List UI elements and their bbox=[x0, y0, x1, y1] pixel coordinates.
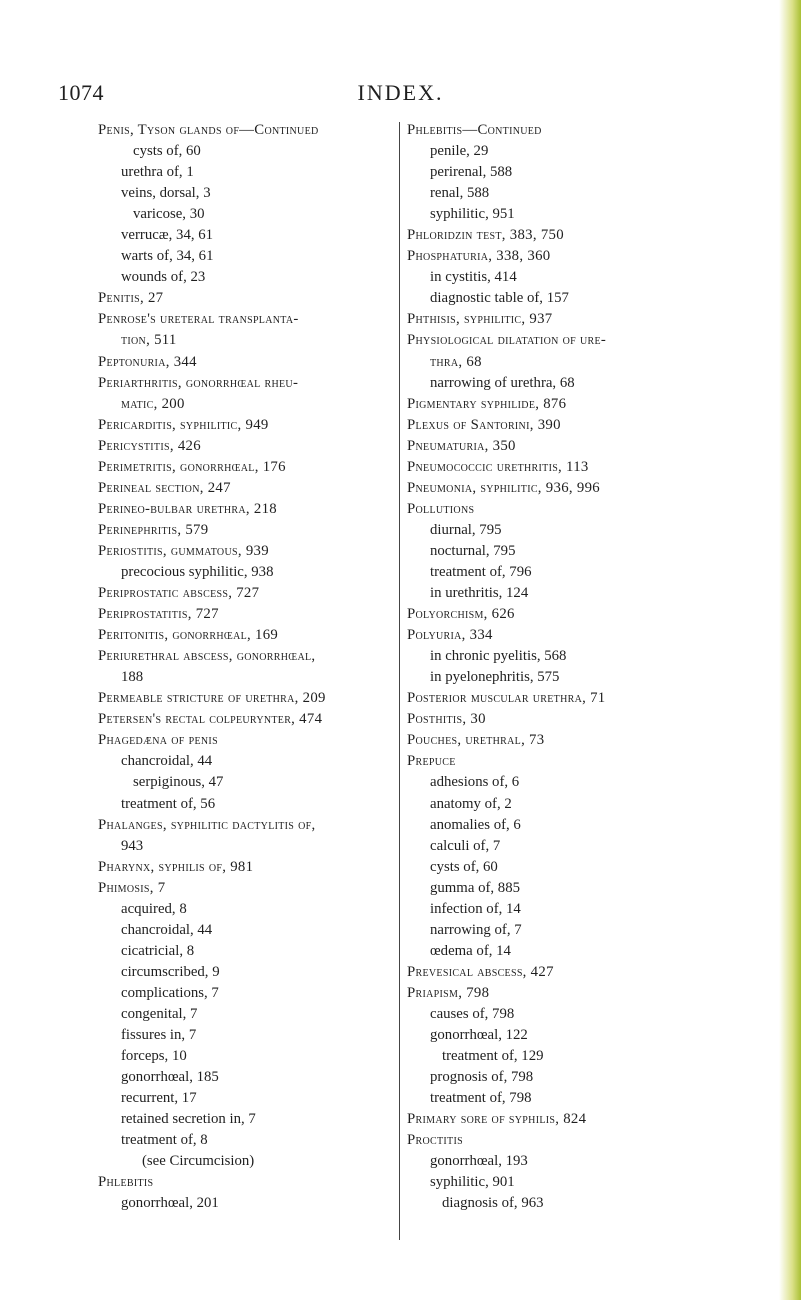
index-subentry: chancroidal, 44 bbox=[121, 753, 213, 770]
index-entry: Pneumaturia, 350 bbox=[407, 437, 516, 454]
index-subentry: wounds of, 23 bbox=[121, 269, 206, 286]
index-subentry: 943 bbox=[121, 837, 144, 854]
index-subentry: acquired, 8 bbox=[121, 900, 187, 917]
index-subentry: narrowing of, 7 bbox=[430, 921, 522, 938]
index-subentry: renal, 588 bbox=[430, 185, 490, 202]
index-entry: Primary sore of syphilis, 824 bbox=[407, 1111, 587, 1128]
index-entry: Petersen's rectal colpeurynter, 474 bbox=[98, 711, 323, 728]
index-subentry: in pyelonephritis, 575 bbox=[430, 669, 560, 686]
index-subentry: in urethritis, 124 bbox=[430, 585, 529, 602]
index-subentry: syphilitic, 951 bbox=[430, 206, 515, 223]
index-subentry: in chronic pyelitis, 568 bbox=[430, 648, 567, 665]
column-divider bbox=[399, 122, 400, 1240]
index-entry: Pneumococcic urethritis, 113 bbox=[407, 458, 589, 475]
index-entry: Prevesical abscess, 427 bbox=[407, 963, 554, 980]
index-entry: Phlebitis—Continued bbox=[407, 122, 542, 138]
index-subentry: tion, 511 bbox=[121, 332, 177, 349]
index-entry: Plexus of Santorini, 390 bbox=[407, 416, 561, 433]
index-entry: Polyorchism, 626 bbox=[407, 606, 515, 623]
index-subentry: anomalies of, 6 bbox=[430, 816, 521, 833]
index-subentry: nocturnal, 795 bbox=[430, 542, 516, 559]
index-entry: Peritonitis, gonorrhœal, 169 bbox=[98, 627, 279, 644]
index-subentry: forceps, 10 bbox=[121, 1048, 187, 1065]
index-subentry: 188 bbox=[121, 669, 144, 686]
index-subentry: treatment of, 798 bbox=[430, 1090, 532, 1107]
index-entry: Pericarditis, syphilitic, 949 bbox=[98, 416, 269, 433]
index-subentry: perirenal, 588 bbox=[430, 164, 513, 181]
index-subentry: diurnal, 795 bbox=[430, 521, 502, 538]
index-entry: Physiological dilatation of ure- bbox=[407, 332, 607, 349]
index-entry: Pollutions bbox=[407, 500, 475, 517]
index-subentry: retained secretion in, 7 bbox=[121, 1111, 256, 1128]
index-entry: Perineal section, 247 bbox=[98, 479, 231, 496]
index-column-left bbox=[98, 120, 383, 1214]
index-entry: Polyuria, 334 bbox=[407, 627, 493, 644]
index-subentry: adhesions of, 6 bbox=[430, 774, 520, 791]
index-entry: Perineo-bulbar urethra, 218 bbox=[98, 500, 277, 517]
index-subentry: treatment of, 796 bbox=[430, 563, 532, 580]
index-entry: Phloridzin test, 383, 750 bbox=[407, 227, 564, 244]
index-subentry: treatment of, 8 bbox=[121, 1132, 208, 1149]
index-entry: Proctitis bbox=[407, 1132, 463, 1149]
index-entry: Phosphaturia, 338, 360 bbox=[407, 248, 551, 265]
index-subentry: circumscribed, 9 bbox=[121, 963, 220, 980]
index-subentry: serpiginous, 47 bbox=[133, 774, 224, 791]
index-subentry: fissures in, 7 bbox=[121, 1027, 197, 1044]
index-subentry: precocious syphilitic, 938 bbox=[121, 563, 274, 580]
index-entry: Pigmentary syphilide, 876 bbox=[407, 395, 567, 412]
index-subentry: œdema of, 14 bbox=[430, 942, 511, 959]
index-subentry: veins, dorsal, 3 bbox=[121, 185, 211, 202]
index-subentry: gonorrhœal, 185 bbox=[121, 1069, 219, 1086]
index-entry: Pharynx, syphilis of, 981 bbox=[98, 858, 254, 875]
index-subentry: calculi of, 7 bbox=[430, 837, 501, 854]
index-entry: Periprostatitis, 727 bbox=[98, 606, 219, 623]
index-entry: Periostitis, gummatous, 939 bbox=[98, 542, 269, 559]
index-entry: Phlebitis bbox=[98, 1174, 154, 1191]
index-entry: Periprostatic abscess, 727 bbox=[98, 585, 260, 602]
index-entry: Phalanges, syphilitic dactylitis of, bbox=[98, 816, 316, 833]
page-number: 1074 bbox=[58, 80, 104, 105]
index-entry: Prepuce bbox=[407, 753, 456, 770]
index-subentry: syphilitic, 901 bbox=[430, 1174, 515, 1191]
index-subentry: verrucæ, 34, 61 bbox=[121, 227, 214, 244]
index-subentry: diagnosis of, 963 bbox=[442, 1195, 544, 1212]
index-entry: Priapism, 798 bbox=[407, 984, 490, 1001]
index-subentry: in cystitis, 414 bbox=[430, 269, 517, 286]
index-subentry: cysts of, 60 bbox=[430, 858, 498, 875]
index-subentry: (see Circumcision) bbox=[142, 1153, 255, 1170]
index-subentry: narrowing of urethra, 68 bbox=[430, 374, 575, 391]
index-subentry: gonorrhœal, 201 bbox=[121, 1195, 219, 1212]
index-column-right bbox=[407, 120, 753, 1214]
index-entry: Perinephritis, 579 bbox=[98, 521, 209, 538]
index-subentry: gonorrhœal, 193 bbox=[430, 1153, 528, 1170]
index-subentry: gumma of, 885 bbox=[430, 879, 521, 896]
index-entry: Phthisis, syphilitic, 937 bbox=[407, 311, 553, 328]
index-subentry: cysts of, 60 bbox=[133, 143, 201, 160]
index-subentry: treatment of, 129 bbox=[442, 1048, 544, 1065]
index-subentry: anatomy of, 2 bbox=[430, 795, 512, 812]
index-subentry: chancroidal, 44 bbox=[121, 921, 213, 938]
index-entry: Posthitis, 30 bbox=[407, 711, 486, 728]
index-subentry: complications, 7 bbox=[121, 984, 219, 1001]
index-subentry: urethra of, 1 bbox=[121, 164, 194, 181]
index-subentry: recurrent, 17 bbox=[121, 1090, 197, 1107]
index-subentry: penile, 29 bbox=[430, 143, 489, 160]
index-subentry: warts of, 34, 61 bbox=[121, 248, 214, 265]
index-subentry: thra, 68 bbox=[430, 353, 482, 370]
index-subentry: diagnostic table of, 157 bbox=[430, 290, 569, 307]
index-entry: Periurethral abscess, gonorrhœal, bbox=[98, 648, 316, 665]
index-entry: Phimosis, 7 bbox=[98, 879, 166, 896]
index-subentry: infection of, 14 bbox=[430, 900, 521, 917]
index-entry: Penrose's ureteral transplanta- bbox=[98, 311, 299, 328]
index-entry: Periarthritis, gonorrhœal rheu- bbox=[98, 374, 299, 391]
index-entry: Phagedæna of penis bbox=[98, 732, 218, 749]
index-subentry: prognosis of, 798 bbox=[430, 1069, 534, 1086]
index-entry: Permeable stricture of urethra, 209 bbox=[98, 690, 326, 707]
index-subentry: treatment of, 56 bbox=[121, 795, 216, 812]
index-entry: Pouches, urethral, 73 bbox=[407, 732, 545, 749]
index-subentry: matic, 200 bbox=[121, 395, 185, 412]
index-entry: Pericystitis, 426 bbox=[98, 437, 201, 454]
page-edge-discoloration bbox=[779, 0, 801, 1300]
index-subentry: varicose, 30 bbox=[133, 206, 205, 223]
index-entry: Perimetritis, gonorrhœal, 176 bbox=[98, 458, 286, 475]
index-entry: Penitis, 27 bbox=[98, 290, 164, 307]
index-subentry: gonorrhœal, 122 bbox=[430, 1027, 528, 1044]
index-entry: Penis, Tyson glands of—Continued bbox=[98, 122, 319, 138]
index-entry: Peptonuria, 344 bbox=[98, 353, 197, 370]
running-head-title: INDEX. bbox=[357, 80, 444, 105]
index-subentry: causes of, 798 bbox=[430, 1005, 515, 1022]
index-subentry: congenital, 7 bbox=[121, 1005, 198, 1022]
index-entry: Posterior muscular urethra, 71 bbox=[407, 690, 606, 707]
index-subentry: cicatricial, 8 bbox=[121, 942, 195, 959]
index-entry: Pneumonia, syphilitic, 936, 996 bbox=[407, 479, 600, 496]
